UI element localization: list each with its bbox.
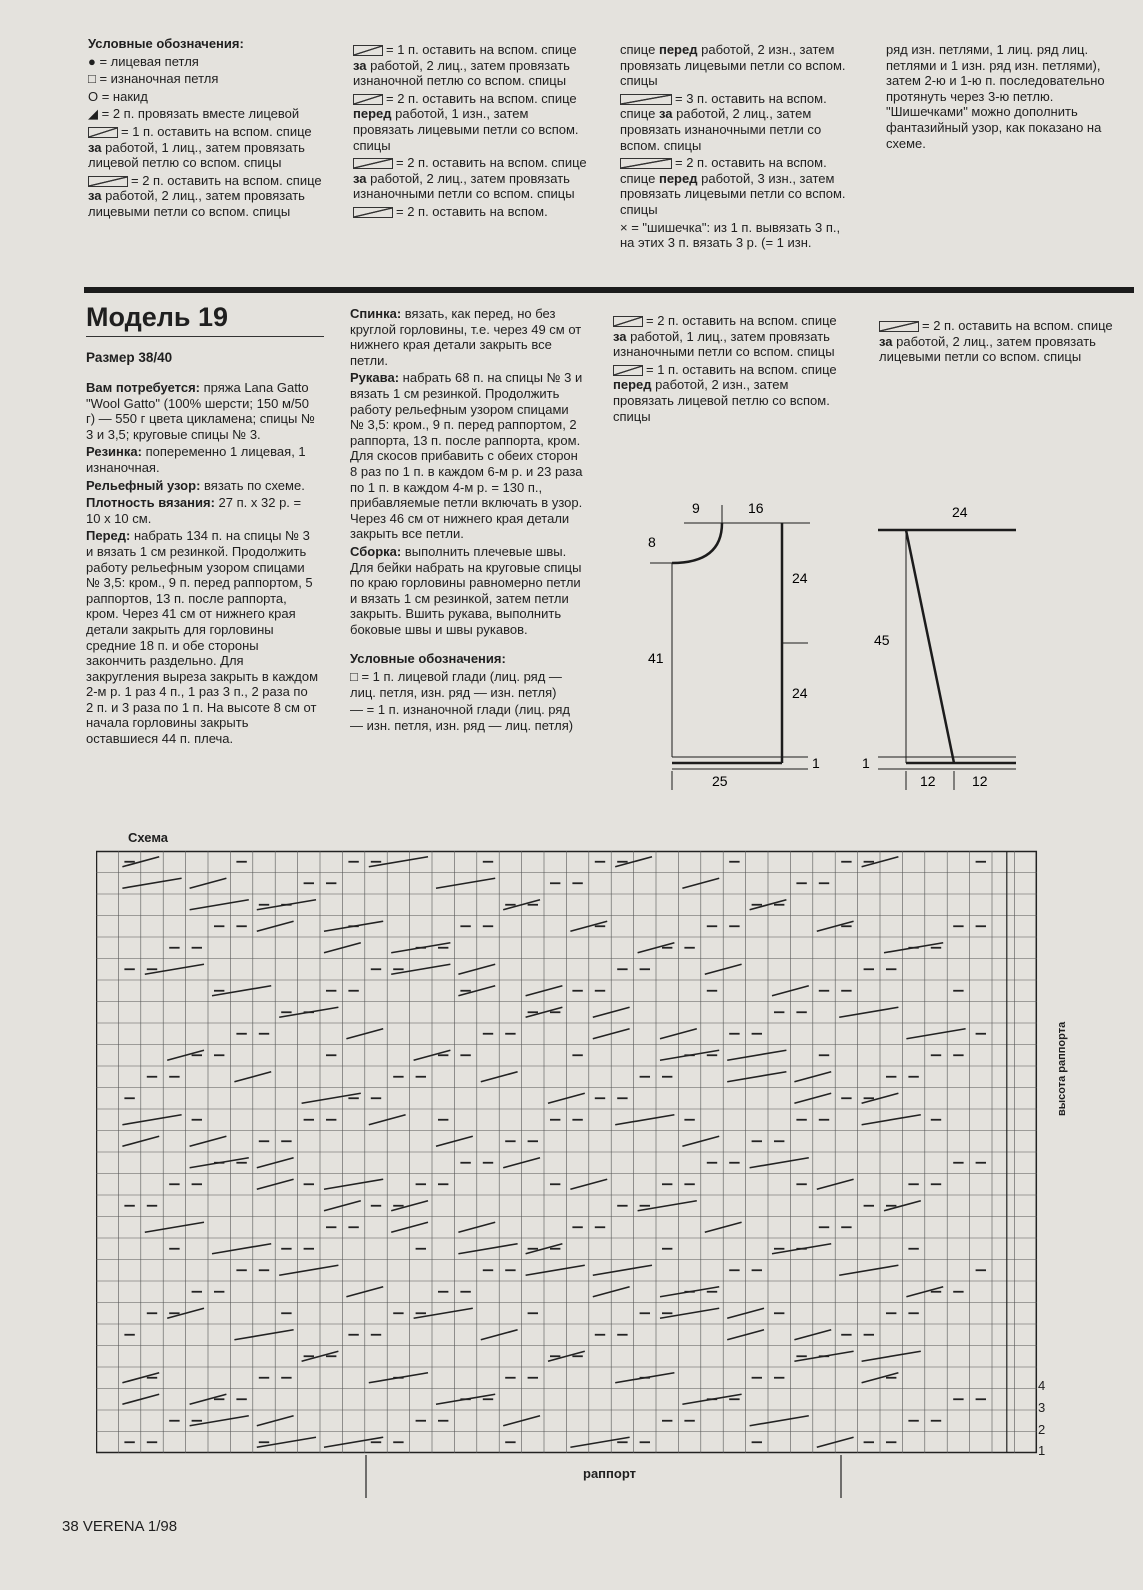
front-instructions: Перед: набрать 134 п. на спицы № 3 и вязать 1 см резинкой. Продолжить работу рельефным узором спицами № 3,5: кром., 9 п. перед раппортом, 5 раппортов, 13 п. после раппорта, кром. Через 41 см от нижнего края детали закрыть для горловины средние 18 п. и обе стороны закончить раздельно. Для закругления выреза закрыть в каждом 2-м р. 1 раз 4 п., 1 раз 3 п., 2 раза по 2 п. и 3 раза по 1 п. На высоте 8 см от начала горловины закрыть оставшиеся 44 п. плеча. xyxy=(86,528,319,747)
dim-label: 24 xyxy=(792,685,808,701)
legend-column-2 xyxy=(353,42,587,222)
cable-mark xyxy=(839,1007,898,1017)
cable-mark xyxy=(526,1265,585,1275)
cable-mark xyxy=(862,1351,921,1361)
materials: Вам потребуется: пряжа Lana Gatto "Wool Gatto" (100% шерсти; 150 м/50 г) — 550 г цвета цикламена; спицы № 3 и 3,5; круговые спицы № 3. xyxy=(86,380,315,442)
cable-mark xyxy=(436,878,495,888)
legend-entry: = 1 п. оставить на вспом. спице за работой, 1 лиц., затем провязать лицевой петлю со вспом. спицы xyxy=(88,123,312,171)
dim-label: 24 xyxy=(792,570,808,586)
legend-entry: спице перед работой, 2 изн., затем провязать лицевыми петли со вспом. спицы xyxy=(620,42,846,89)
legend-line: ● = лицевая петля xyxy=(88,53,199,69)
rib-stitch: Резинка: попеременно 1 лицевая, 1 изнаночная. xyxy=(86,444,306,475)
cable-mark xyxy=(615,1373,674,1383)
legend-entry: = 2 п. оставить на вспом. спице за работой, 1 лиц., затем провязать изнаночными петли со вспом. спицы xyxy=(613,313,837,360)
cable-mark xyxy=(324,921,383,931)
dim-label: 16 xyxy=(748,500,764,516)
cable-mark xyxy=(593,1265,652,1275)
dim-label: 12 xyxy=(920,773,936,789)
legend-entry: = 2 п. оставить на вспом. спице перед работой, 1 изн., затем провязать лицевыми петли со вспом. спицы xyxy=(353,90,579,153)
cable-mark xyxy=(615,1115,674,1125)
cable-mark xyxy=(839,1265,898,1275)
cable-mark xyxy=(458,1244,517,1254)
cable-mark xyxy=(279,1265,338,1275)
model-size: Размер 38/40 xyxy=(86,350,173,365)
legend-column-3 xyxy=(620,42,856,253)
legend-entry: = 2 п. оставить на вспом. спице за работой, 2 лиц., затем провязать изнаночными петли со вспом. спицы xyxy=(353,155,587,202)
repeat-height-label: высота раппорта xyxy=(1056,1021,1068,1116)
legend-entry: = 2 п. оставить на вспом. спице за работой, 2 лиц., затем провязать лицевыми петли со вспом. спицы xyxy=(88,172,322,219)
back-instructions: Спинка: вязать, как перед, но без круглой горловины, т.е. через 49 см от нижнего края детали закрыть все петли. xyxy=(350,306,582,368)
legend-heading: Условные обозначения: xyxy=(350,651,506,667)
legend-entry: □ = 1 п. лицевой глади (лиц. ряд — лиц. петля, изн. ряд — изн. петля) xyxy=(350,669,562,700)
page-footer: 38 VERENA 1/98 xyxy=(62,1518,178,1535)
assembly-instructions: Сборка: выполнить плечевые швы. Для бейки набрать на круговые спицы по краю горловины равномерно петли и вязать 1 см резинкой, затем петли закрыть. Вшить рукава, выполнить боковые швы и швы рукавов. xyxy=(350,543,582,637)
legend-line: О = накид xyxy=(88,88,148,104)
cable-mark xyxy=(750,1158,809,1168)
legend-entry: = 1 п. оставить на вспом. спице за работой, 2 лиц., затем провязать изнаночной петлю со вспом. спицы xyxy=(353,42,577,89)
cable-symbol-icon xyxy=(88,127,118,138)
cable-mark xyxy=(190,900,249,910)
dim-label: 12 xyxy=(972,773,988,789)
repeat-label: раппорт xyxy=(583,1466,636,1481)
gauge: Плотность вязания: 27 п. х 32 р. = 10 х 10 см. xyxy=(86,495,302,526)
dim-label: 41 xyxy=(648,650,664,666)
cable-mark xyxy=(750,1416,809,1426)
dim-label: 8 xyxy=(648,534,656,550)
instructions-column-1 xyxy=(86,380,318,749)
cable-symbol-icon xyxy=(353,158,393,169)
cable-symbol-icon xyxy=(620,158,672,169)
instructions-column-4 xyxy=(879,318,1115,367)
legend-column-4 xyxy=(886,42,1122,153)
legend-entry: = 2 п. оставить на вспом. xyxy=(353,204,587,220)
cable-mark xyxy=(324,1179,383,1189)
cable-symbol-icon xyxy=(613,365,643,376)
cable-symbol-icon xyxy=(620,94,672,105)
dim-label: 1 xyxy=(862,755,870,771)
sleeve-instructions: Рукава: набрать 68 п. на спицы № 3 и вязать 1 см резинкой. Продолжить работу рельефным узором спицами № 3,5: кром., 9 п. перед раппортом, 2 раппорта, 13 п. после раппорта, кром. Для скосов прибавить с обеих сторон 8 раз по 1 п. в каждом 6-м р. и 23 раза по 1 п. в каждом 4-м р. = 130 п., прибавляемые петли включать в узор. Через 46 см от нижнего края детали закрыть все петли. xyxy=(350,370,583,542)
dim-label: 25 xyxy=(712,773,728,789)
instructions-column-2 xyxy=(350,306,584,735)
cable-symbol-icon xyxy=(353,207,393,218)
legend-entry: = 3 п. оставить на вспом. спице за работой, 2 лиц., затем провязать изнаночными петли со вспом. спицы xyxy=(620,90,827,153)
legend-entry: ряд изн. петлями, 1 лиц. ряд лиц. петлями и 1 изн. ряд изн. петлями), затем 2-ю и 1-ю п. последовательно протянуть через 3-ю петлю. "Шишечками" можно дополнить фантазийный узор, как показано на схеме. xyxy=(886,42,1105,151)
section-divider xyxy=(84,287,1134,293)
dim-label: 9 xyxy=(692,500,700,516)
cable-symbol-icon xyxy=(613,316,643,327)
relief-pattern: Рельефный узор: вязать по схеме. xyxy=(86,477,305,493)
legend-entry: = 2 п. оставить на вспом. спице перед работой, 3 изн., затем провязать лицевыми петли со вспом. спицы xyxy=(620,155,846,217)
legend-entry: × = "шишечка": из 1 п. вывязать 3 п., на этих 3 п. вязать 3 р. (= 1 изн. xyxy=(620,219,841,251)
cable-mark xyxy=(727,1050,786,1060)
knitting-chart xyxy=(96,844,1074,1498)
legend-line: □ = изнаночная петля xyxy=(88,71,219,87)
sleeve-pattern-diagram xyxy=(860,495,1030,800)
legend-column-1 xyxy=(88,36,322,222)
scheme-title: Схема xyxy=(128,830,169,845)
legend-entry: = 2 п. оставить на вспом. спице за работой, 2 лиц., затем провязать лицевыми петли со вспом. спицы xyxy=(879,318,1113,365)
cable-symbol-icon xyxy=(88,176,128,187)
cable-symbol-icon xyxy=(353,45,383,56)
cable-mark xyxy=(212,1244,271,1254)
model-title: Модель 19 xyxy=(86,302,229,332)
cable-symbol-icon xyxy=(353,94,383,105)
cable-mark xyxy=(727,1072,786,1082)
legend-entry: = 1 п. оставить на вспом. спице перед работой, 2 изн., затем провязать лицевой петлю со вспом. спицы xyxy=(613,361,837,424)
legend-heading: Условные обозначения: xyxy=(88,36,244,51)
cable-mark xyxy=(145,1222,204,1232)
row-number: 3 xyxy=(1038,1400,1046,1415)
row-number: 1 xyxy=(1038,1443,1046,1458)
legend-entry: — = 1 п. изнаночной глади (лиц. ряд — изн. петля, изн. ряд — лиц. петля) xyxy=(350,702,574,733)
front-pattern-diagram xyxy=(640,495,850,800)
dim-label: 24 xyxy=(952,504,968,520)
cable-mark xyxy=(862,1115,921,1125)
dim-label: 1 xyxy=(812,755,820,771)
row-number: 4 xyxy=(1038,1378,1046,1393)
row-number: 2 xyxy=(1038,1422,1046,1437)
cable-mark xyxy=(122,1115,181,1125)
cable-mark xyxy=(906,1029,965,1039)
legend-line: ◢ = 2 п. провязать вместе лицевой xyxy=(88,106,300,122)
cable-mark xyxy=(369,1373,428,1383)
cable-mark xyxy=(122,878,181,888)
cable-symbol-icon xyxy=(879,321,919,332)
instructions-column-3 xyxy=(613,313,847,426)
cable-mark xyxy=(234,1330,293,1340)
dim-label: 45 xyxy=(874,632,890,648)
title-underline xyxy=(86,336,324,337)
